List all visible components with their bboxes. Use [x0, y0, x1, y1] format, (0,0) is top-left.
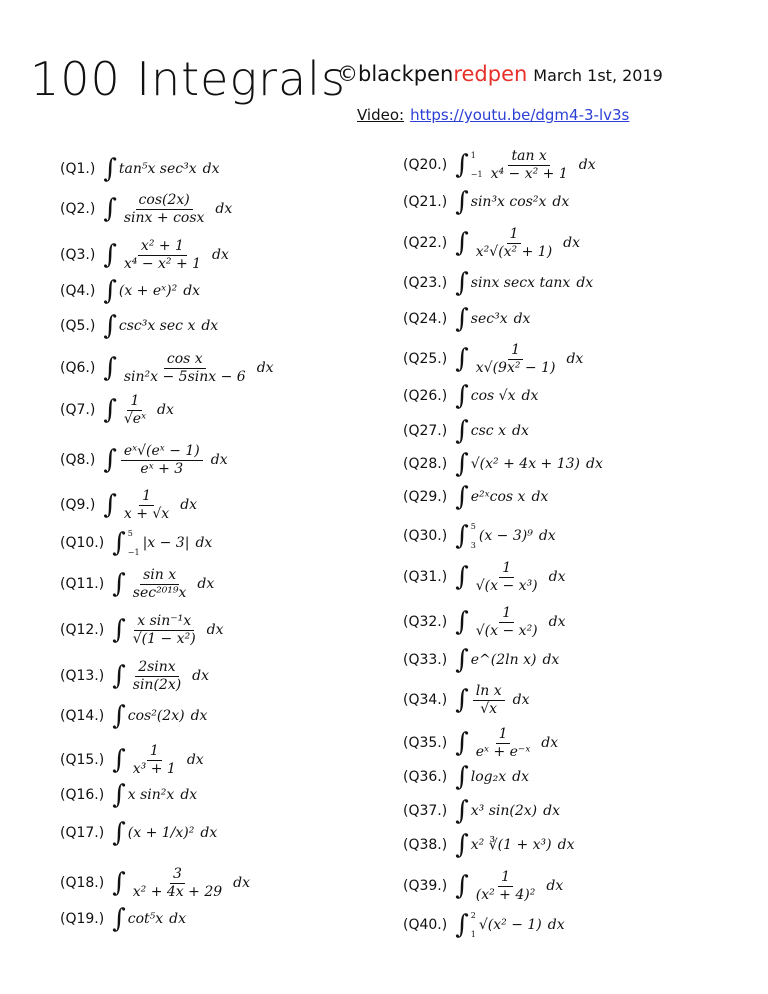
fraction: [473, 342, 559, 377]
differential: dx: [547, 917, 565, 933]
question-label: (Q34.): [403, 692, 448, 709]
differential: dx: [212, 247, 229, 264]
page-title: 100 Integrals: [30, 52, 346, 106]
integrand: x sin²x: [127, 787, 175, 803]
integral-sign-icon: ∫: [103, 276, 117, 306]
integral-question: [403, 522, 556, 550]
question-label: (Q14.): [60, 708, 105, 724]
integral-sign-icon: ∫: [112, 661, 126, 692]
differential: dx: [511, 423, 529, 439]
integral-sign-icon: ∫: [112, 528, 126, 558]
differential: dx: [197, 576, 215, 593]
differential: dx: [548, 614, 566, 631]
numerator: 1: [496, 726, 511, 744]
denominator: eˣ + e⁻ˣ: [475, 743, 531, 760]
fraction: [488, 148, 571, 183]
brand-red: redpen: [453, 62, 528, 86]
differential: dx: [206, 622, 224, 639]
integral-limits: [471, 911, 476, 939]
fraction: [473, 726, 534, 761]
fraction: [473, 226, 555, 261]
integral-question: [403, 306, 530, 332]
numerator: x sin⁻¹x: [134, 613, 194, 631]
denominator: x⁴ − x² + 1: [490, 165, 568, 182]
fraction: [121, 192, 208, 227]
integral-sign-icon: ∫: [455, 416, 469, 446]
fraction: [473, 683, 505, 718]
integral-limits: [471, 522, 476, 550]
integral-question: [403, 484, 548, 510]
integral-sign-icon: ∫: [103, 490, 117, 521]
integral-sign-icon: ∫: [455, 521, 469, 551]
integral-sign-icon: ∫: [112, 780, 126, 810]
differential: dx: [543, 803, 560, 819]
denominator: sin(2x): [132, 676, 182, 693]
integral-sign-icon: ∫: [103, 240, 117, 271]
date-text: March 1st, 2019: [533, 66, 663, 85]
question-label: (Q30.): [403, 528, 448, 544]
integrand: tan⁵x sec³x: [118, 161, 197, 177]
integrand: |x − 3|: [142, 535, 190, 551]
integral-sign-icon: ∫: [455, 762, 469, 792]
integral-question: [60, 866, 250, 901]
question-label: (Q25.): [403, 351, 448, 368]
integral-question: [60, 659, 209, 694]
lower-limit: 1: [470, 930, 476, 939]
integral-question: [403, 560, 566, 595]
integral-sign-icon: ∫: [112, 701, 126, 731]
differential: dx: [192, 668, 210, 685]
differential: dx: [210, 452, 228, 469]
integral-sign-icon: ∫: [455, 728, 469, 759]
differential: dx: [531, 489, 549, 505]
integral-sign-icon: ∫: [455, 449, 469, 479]
question-label: (Q16.): [60, 787, 105, 803]
integral-question: [60, 488, 197, 523]
question-label: (Q5.): [60, 318, 96, 334]
integrand: csc x: [470, 423, 506, 439]
integral-sign-icon: ∫: [455, 871, 469, 902]
denominator: x⁴ − x² + 1: [123, 255, 202, 272]
brand-prefix: ©blackpen: [337, 62, 454, 86]
integral-question: [60, 156, 219, 182]
integrand: csc³x sec x: [118, 318, 196, 334]
integral-question: [60, 351, 274, 386]
video-line: [357, 106, 629, 124]
integral-question: [403, 726, 558, 761]
differential: dx: [180, 497, 198, 514]
integral-sign-icon: ∫: [103, 445, 117, 476]
fraction: [130, 743, 179, 778]
integral-question: [60, 703, 207, 729]
question-label: (Q8.): [60, 452, 96, 469]
upper-limit: 1: [470, 151, 476, 161]
denominator: √eˣ: [123, 410, 147, 427]
question-label: (Q28.): [403, 456, 448, 472]
integral-sign-icon: ∫: [455, 268, 469, 298]
integral-sign-icon: ∫: [455, 607, 469, 638]
integral-question: [60, 443, 228, 478]
fraction: [130, 659, 184, 694]
fraction: [130, 567, 190, 602]
question-label: (Q7.): [60, 402, 96, 419]
integral-question: [60, 820, 217, 846]
differential: dx: [541, 735, 559, 752]
question-label: (Q35.): [403, 735, 448, 752]
brand-line: [337, 62, 663, 86]
differential: dx: [538, 528, 556, 544]
question-label: (Q31.): [403, 569, 448, 586]
question-label: (Q1.): [60, 161, 96, 177]
question-label: (Q24.): [403, 311, 448, 327]
fraction: [121, 488, 172, 523]
numerator: 1: [499, 560, 514, 578]
integral-sign-icon: ∫: [455, 187, 469, 217]
question-label: (Q22.): [403, 235, 448, 252]
question-label: (Q27.): [403, 423, 448, 439]
integral-question: [403, 226, 580, 261]
denominator: √(x − x²): [475, 622, 538, 639]
integral-sign-icon: ∫: [455, 482, 469, 512]
integral-sign-icon: ∫: [455, 685, 469, 716]
integral-question: [60, 529, 212, 557]
integrand: (x + eˣ)²: [118, 283, 178, 299]
integral-question: [60, 238, 229, 273]
lower-limit: 3: [470, 541, 476, 550]
denominator: x + √x: [123, 505, 170, 522]
integral-question: [403, 451, 603, 477]
integral-question: [60, 393, 174, 428]
integral-sign-icon: ∫: [103, 194, 117, 225]
differential: dx: [586, 456, 603, 472]
integral-sign-icon: ∫: [455, 304, 469, 334]
differential: dx: [190, 708, 208, 724]
integrand: cot⁵x: [127, 911, 164, 927]
integral-question: [403, 832, 574, 858]
integral-sign-icon: ∫: [103, 154, 117, 184]
integral-limits: [471, 151, 483, 179]
integral-sign-icon: ∫: [455, 562, 469, 593]
denominator: x²√(x² + 1): [475, 243, 553, 260]
question-label: (Q26.): [403, 388, 448, 404]
video-link[interactable]: https://youtu.be/dgm4-3-lv3s: [410, 106, 630, 124]
integral-question: [403, 189, 569, 215]
differential: dx: [521, 388, 539, 404]
differential: dx: [186, 752, 204, 769]
question-label: (Q15.): [60, 752, 105, 769]
differential: dx: [552, 194, 570, 210]
denominator: x√(9x² − 1): [475, 359, 556, 376]
integral-sign-icon: ∫: [455, 381, 469, 411]
integral-question: [403, 683, 529, 718]
integral-sign-icon: ∫: [455, 645, 469, 675]
integral-question: [403, 383, 538, 409]
numerator: sin x: [140, 567, 179, 585]
differential: dx: [578, 157, 596, 174]
question-label: (Q11.): [60, 576, 105, 593]
integral-sign-icon: ∫: [112, 569, 126, 600]
differential: dx: [157, 402, 174, 419]
integral-question: [60, 906, 186, 932]
fraction: [121, 351, 249, 386]
differential: dx: [215, 201, 233, 218]
numerator: 3: [170, 866, 185, 884]
integral-sign-icon: ∫: [455, 150, 469, 181]
denominator: √x: [480, 700, 498, 717]
integrand: cos²(2x): [127, 708, 185, 724]
fraction: [473, 605, 541, 640]
question-label: (Q29.): [403, 489, 448, 505]
question-label: (Q20.): [403, 157, 448, 174]
question-label: (Q23.): [403, 275, 448, 291]
integral-question: [60, 278, 200, 304]
denominator: sin²x − 5sinx − 6: [123, 368, 246, 385]
integrand: (x + 1/x)²: [127, 825, 195, 841]
integral-sign-icon: ∫: [455, 910, 469, 940]
integral-question: [403, 647, 559, 673]
integral-question: [403, 418, 529, 444]
upper-limit: 5: [127, 529, 133, 538]
integral-question: [60, 192, 232, 227]
question-label: (Q39.): [403, 878, 448, 895]
integrand: sinx secx tanx: [470, 275, 571, 291]
differential: dx: [233, 875, 251, 892]
question-label: (Q21.): [403, 194, 448, 210]
integral-sign-icon: ∫: [112, 615, 126, 646]
integrand: (x − 3)⁹: [478, 528, 533, 544]
integrand: sec³x: [470, 311, 508, 327]
differential: dx: [195, 535, 213, 551]
integral-question: [60, 743, 204, 778]
integral-question: [403, 764, 529, 790]
denominator: x² + 4x + 29: [132, 883, 223, 900]
integral-question: [60, 613, 224, 648]
numerator: cos(2x): [136, 192, 193, 210]
integrand: cos √x: [470, 388, 516, 404]
integral-question: [403, 911, 565, 939]
question-label: (Q19.): [60, 911, 105, 927]
integrand: log₂x: [470, 769, 507, 785]
integral-sign-icon: ∫: [455, 344, 469, 375]
fraction: [121, 393, 149, 428]
question-label: (Q4.): [60, 283, 96, 299]
differential: dx: [563, 235, 581, 252]
integral-sign-icon: ∫: [455, 796, 469, 826]
question-label: (Q38.): [403, 837, 448, 853]
integral-question: [60, 782, 197, 808]
integral-question: [403, 605, 566, 640]
question-label: (Q36.): [403, 769, 448, 785]
integrand: x³ sin(2x): [470, 803, 538, 819]
differential: dx: [546, 878, 564, 895]
denominator: eˣ + 3: [140, 460, 184, 477]
denominator: √(1 − x²): [132, 630, 196, 647]
question-label: (Q37.): [403, 803, 448, 819]
numerator: x² + 1: [138, 238, 187, 256]
differential: dx: [513, 311, 531, 327]
lower-limit: −1: [127, 548, 140, 557]
integral-sign-icon: ∫: [455, 228, 469, 259]
denominator: x³ + 1: [132, 760, 176, 777]
integral-question: [403, 798, 560, 824]
differential: dx: [566, 351, 584, 368]
integral-sign-icon: ∫: [112, 745, 126, 776]
question-label: (Q13.): [60, 668, 105, 685]
upper-limit: 5: [470, 522, 476, 531]
fraction: [121, 443, 203, 478]
numerator: 1: [499, 605, 514, 623]
question-label: (Q3.): [60, 247, 96, 264]
differential: dx: [169, 911, 187, 927]
differential: dx: [512, 769, 530, 785]
numerator: ln x: [473, 683, 505, 701]
question-label: (Q40.): [403, 917, 448, 933]
denominator: sinx + cosx: [123, 209, 205, 226]
question-label: (Q18.): [60, 875, 105, 892]
integral-question: [403, 270, 593, 296]
integral-sign-icon: ∫: [103, 395, 117, 426]
question-label: (Q2.): [60, 201, 96, 218]
fraction: [473, 560, 541, 595]
integrand: e²ˣcos x: [470, 489, 526, 505]
numerator: 1: [507, 226, 522, 244]
upper-limit: 2: [470, 911, 476, 920]
numerator: 1: [147, 743, 162, 761]
fraction: [130, 866, 225, 901]
integral-question: [403, 869, 563, 904]
numerator: 1: [127, 393, 142, 411]
numerator: 1: [139, 488, 154, 506]
numerator: 1: [498, 869, 513, 887]
integrand: √(x² + 4x + 13): [470, 456, 580, 472]
differential: dx: [542, 652, 560, 668]
integral-question: [60, 567, 214, 602]
differential: dx: [576, 275, 594, 291]
integrand: e^(2ln x): [470, 652, 537, 668]
video-label: Video:: [357, 106, 405, 124]
fraction: [130, 613, 199, 648]
integral-sign-icon: ∫: [103, 353, 117, 384]
differential: dx: [557, 837, 575, 853]
integral-sign-icon: ∫: [112, 818, 126, 848]
lower-limit: −1: [470, 170, 483, 180]
question-label: (Q9.): [60, 497, 96, 514]
integral-sign-icon: ∫: [103, 311, 117, 341]
integral-question: [60, 313, 218, 339]
integral-sign-icon: ∫: [455, 830, 469, 860]
question-label: (Q32.): [403, 614, 448, 631]
differential: dx: [548, 569, 566, 586]
integral-question: [403, 342, 583, 377]
denominator: (x² + 4)²: [475, 886, 536, 903]
integral-question: [403, 148, 596, 183]
differential: dx: [201, 318, 219, 334]
differential: dx: [512, 692, 530, 709]
question-label: (Q17.): [60, 825, 105, 841]
differential: dx: [256, 360, 274, 377]
denominator: sec²⁰¹⁹x: [132, 584, 187, 601]
question-label: (Q12.): [60, 622, 105, 639]
numerator: 2sinx: [135, 659, 178, 677]
differential: dx: [202, 161, 220, 177]
integral-sign-icon: ∫: [112, 868, 126, 899]
integral-limits: [128, 529, 140, 557]
numerator: eˣ√(eˣ − 1): [121, 443, 203, 461]
integral-sign-icon: ∫: [112, 904, 126, 934]
fraction: [473, 869, 539, 904]
question-label: (Q10.): [60, 535, 105, 551]
differential: dx: [183, 283, 201, 299]
denominator: √(x − x³): [475, 577, 538, 594]
numerator: 1: [508, 342, 523, 360]
question-label: (Q6.): [60, 360, 96, 377]
fraction: [121, 238, 204, 273]
differential: dx: [180, 787, 198, 803]
numerator: cos x: [164, 351, 206, 369]
integrand: x² ∛(1 + x³): [470, 837, 552, 853]
numerator: tan x: [508, 148, 549, 166]
differential: dx: [200, 825, 218, 841]
question-label: (Q33.): [403, 652, 448, 668]
integrand: √(x² − 1): [478, 917, 542, 933]
integrand: sin³x cos²x: [470, 194, 547, 210]
